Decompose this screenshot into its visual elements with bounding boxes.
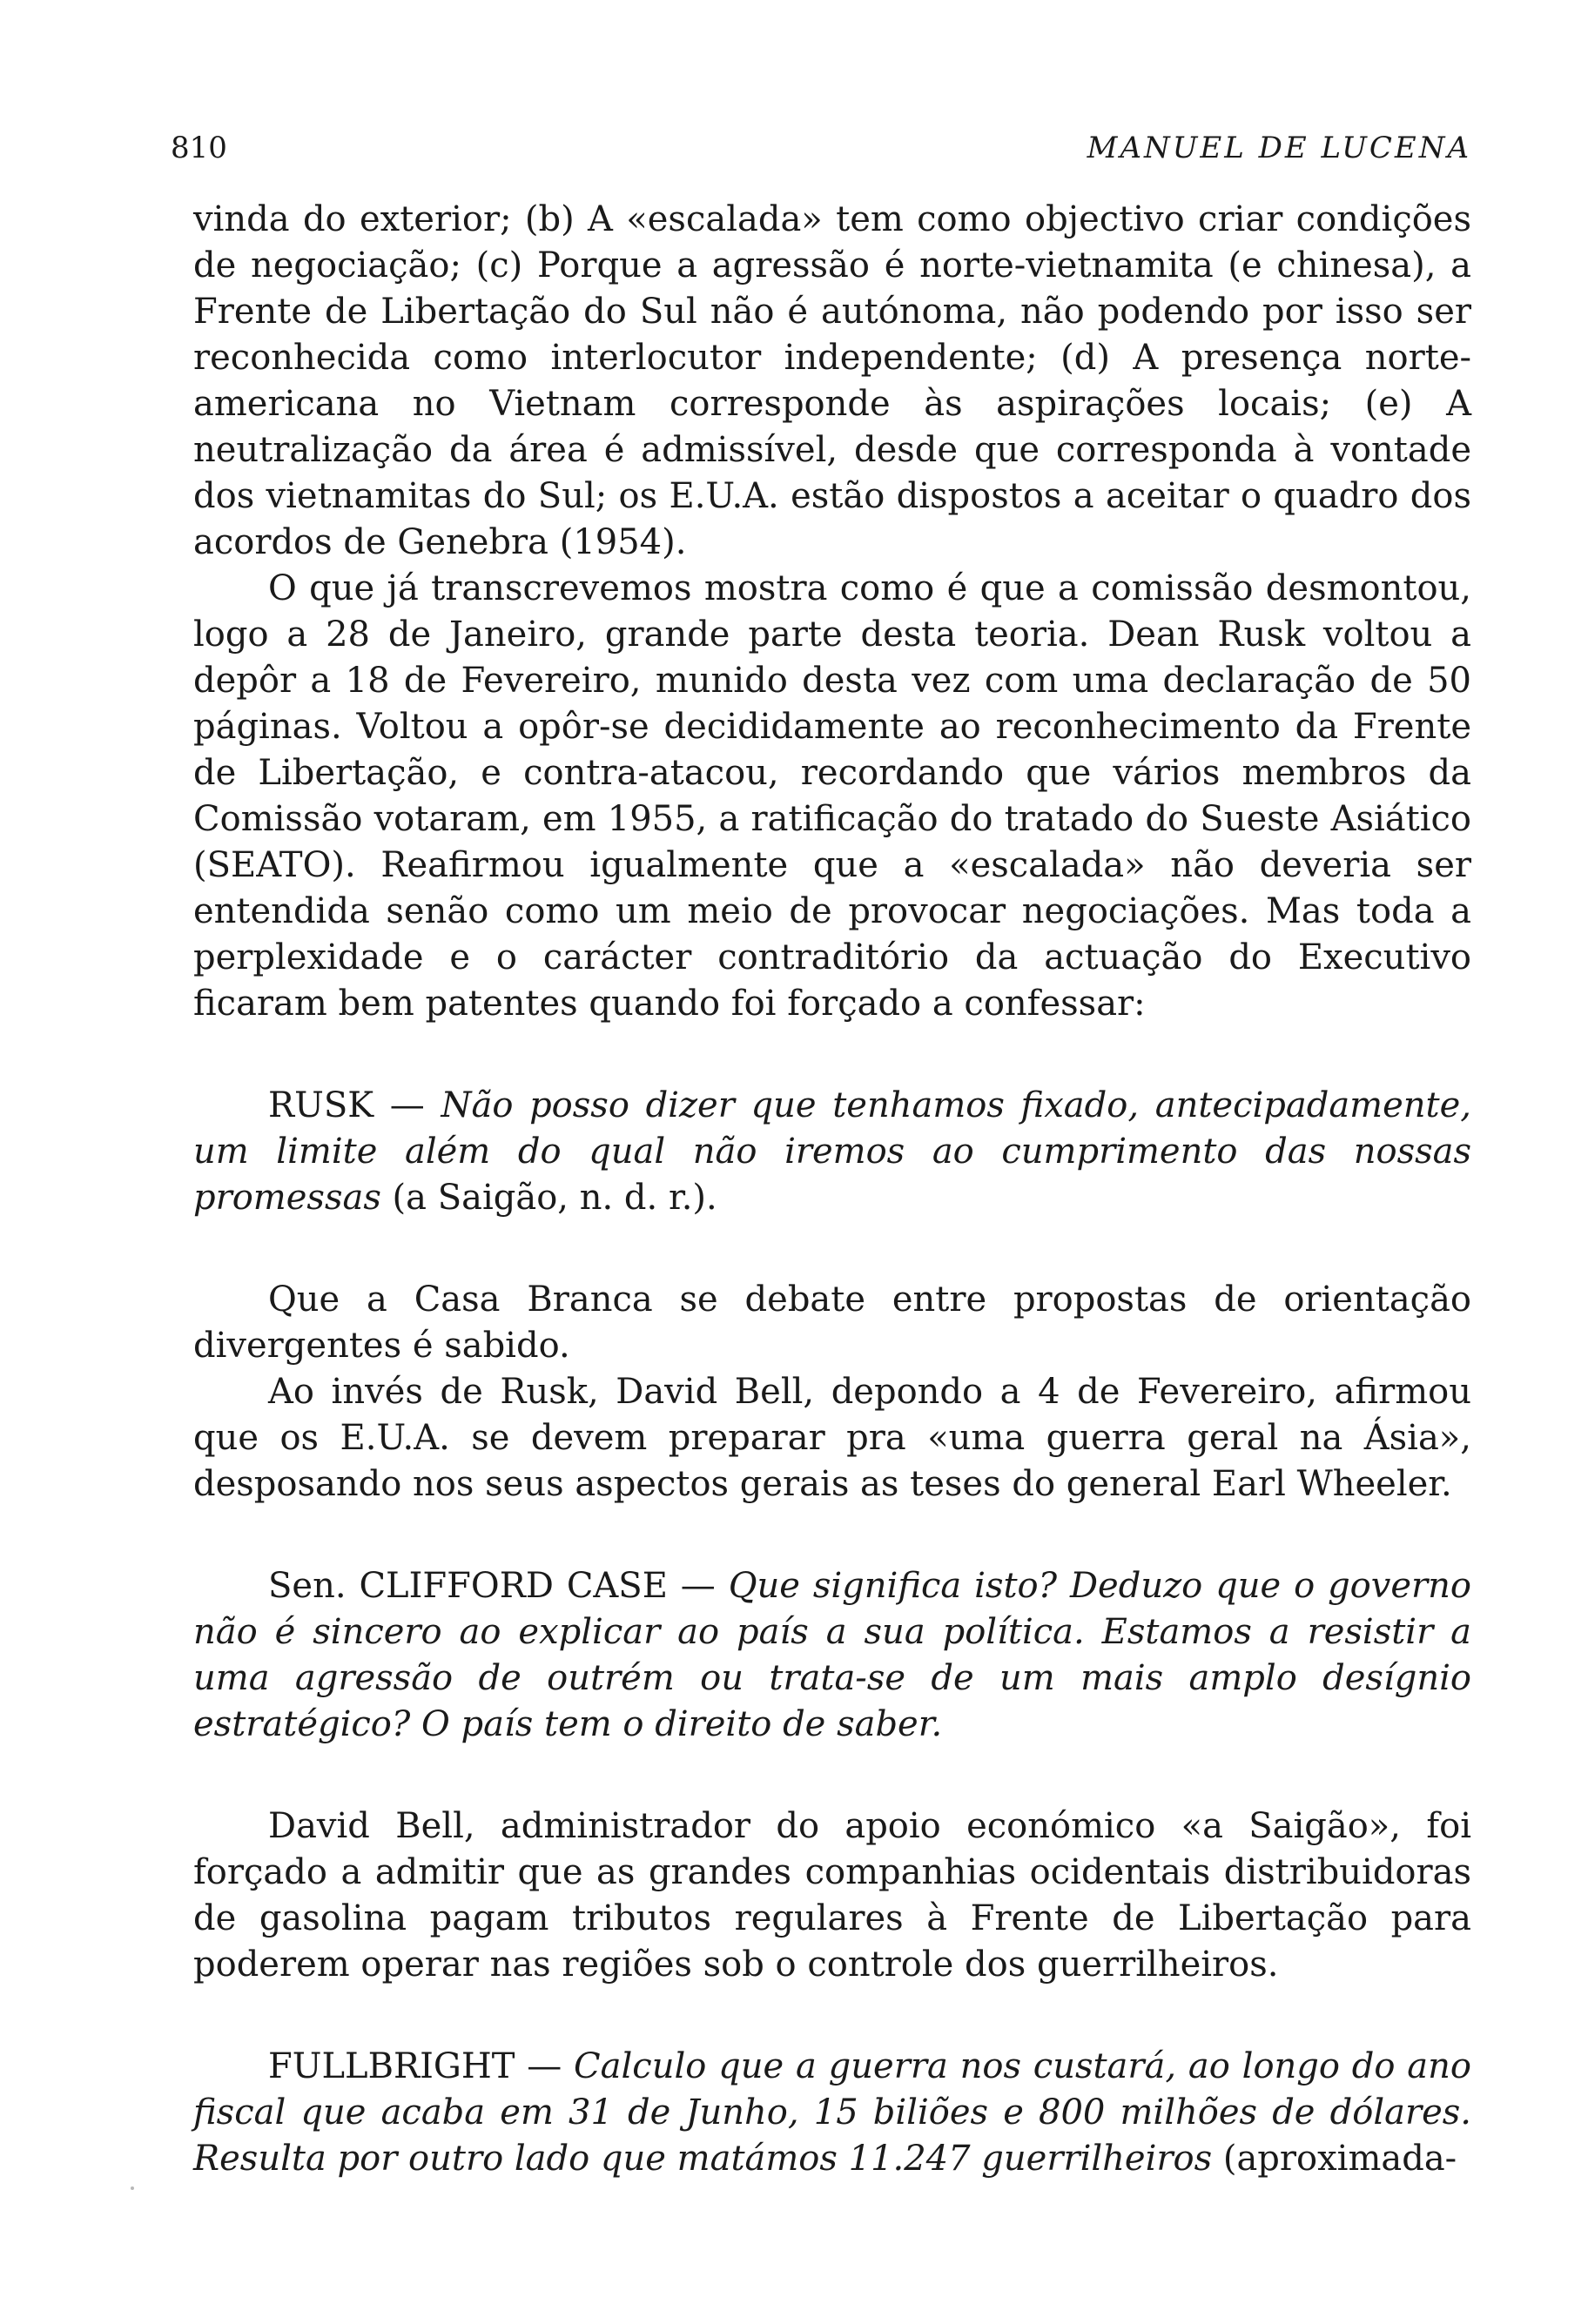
testimony-fullbright [193,2044,1471,2182]
testimony-case [193,1563,1471,1748]
paragraph-3: Que a Casa Branca se debate entre propostas de orientação divergentes é sabido. [193,1280,1471,1366]
quote-fullbright: Calculo que a guerra nos custará, ao longo do ano fiscal que acaba em 31 de Junho, 15 biliões e 800 milhões de dólares. Resulta por outro lado que matámos 11.247 guerrilheiros [193,2046,1471,2179]
speaker-case: Sen. CLIFFORD CASE — [268,1566,729,1606]
paragraph-5: David Bell, administrador do apoio económico «a Saigão», foi forçado a admitir que as grandes companhias ocidentais distribuidoras de gasolina pagam tributos regulares à Frente de Libertação para poderem operar nas regiões sob o controle dos guerrilheiros. [193,1806,1471,1985]
body-text [193,197,1471,2182]
quote-case: Que significa isto? Deduzo que o governo não é sincero ao explicar ao país a sua política. Estamos a resistir a uma agressão de outrém ou trata-se de um mais amplo desígnio estratégico? O país tem o direito de saber. [193,1566,1471,1744]
quote-rusk: Não posso dizer que tenhamos fixado, antecipadamente, um limite além do qual não iremos ao cumprimento das nossas promessas [193,1085,1471,1218]
page-number: 810 [171,131,227,165]
editor-note-rusk: (a Saigão, n. d. r.). [380,1178,717,1218]
paragraph-4: Ao invés de Rusk, David Bell, depondo a 4 de Fevereiro, afirmou que os E.U.A. se devem preparar pra «uma guerra geral na Ásia», desposando nos seus aspectos gerais as teses do general Earl Wheeler. [193,1372,1471,1504]
paragraph-2: O que já transcrevemos mostra como é que a comissão desmontou, logo a 28 de Janeiro, grande parte desta teoria. Dean Rusk voltou a depôr a 18 de Fevereiro, munido desta vez com uma declaração de 50 páginas. Voltou a opôr-se decididamente ao reconhecimento da Frente de Libertação, e contra-atacou, recordando que vários membros da Comissão votaram, em 1955, a ratificação do tratado do Sueste Asiático (SEATO). Reafirmou igualmente que a «escalada» não deveria ser entendida senão como um meio de provocar negociações. Mas toda a perplexidade e o carácter contraditório da actuação do Executivo ficaram bem patentes quando foi forçado a confessar: [193,568,1471,1024]
running-title: MANUEL DE LUCENA [1087,131,1471,165]
running-head [171,131,1471,183]
scan-speck [131,2186,134,2190]
paragraph-1: vinda do exterior; (b) A «escalada» tem como objectivo criar condições de negociação; (c) Porque a agressão é norte-vietnamita (e chinesa), a Frente de Libertação do Sul não é autónoma, não podendo por isso ser reconhecida como interlocutor independente; (d) A presença norte-americana no Vietnam corresponde às aspirações locais; (e) A neutralização da área é admissível, desde que corresponda à vontade dos vietnamitas do Sul; os E.U.A. estão dispostos a aceitar o quadro dos acordos de Genebra (1954). [193,199,1471,562]
fullbright-tail: (aproximada- [1212,2139,1457,2179]
speaker-fullbright: FULLBRIGHT — [268,2046,575,2086]
testimony-rusk [193,1083,1471,1221]
speaker-rusk: RUSK — [268,1085,441,1125]
